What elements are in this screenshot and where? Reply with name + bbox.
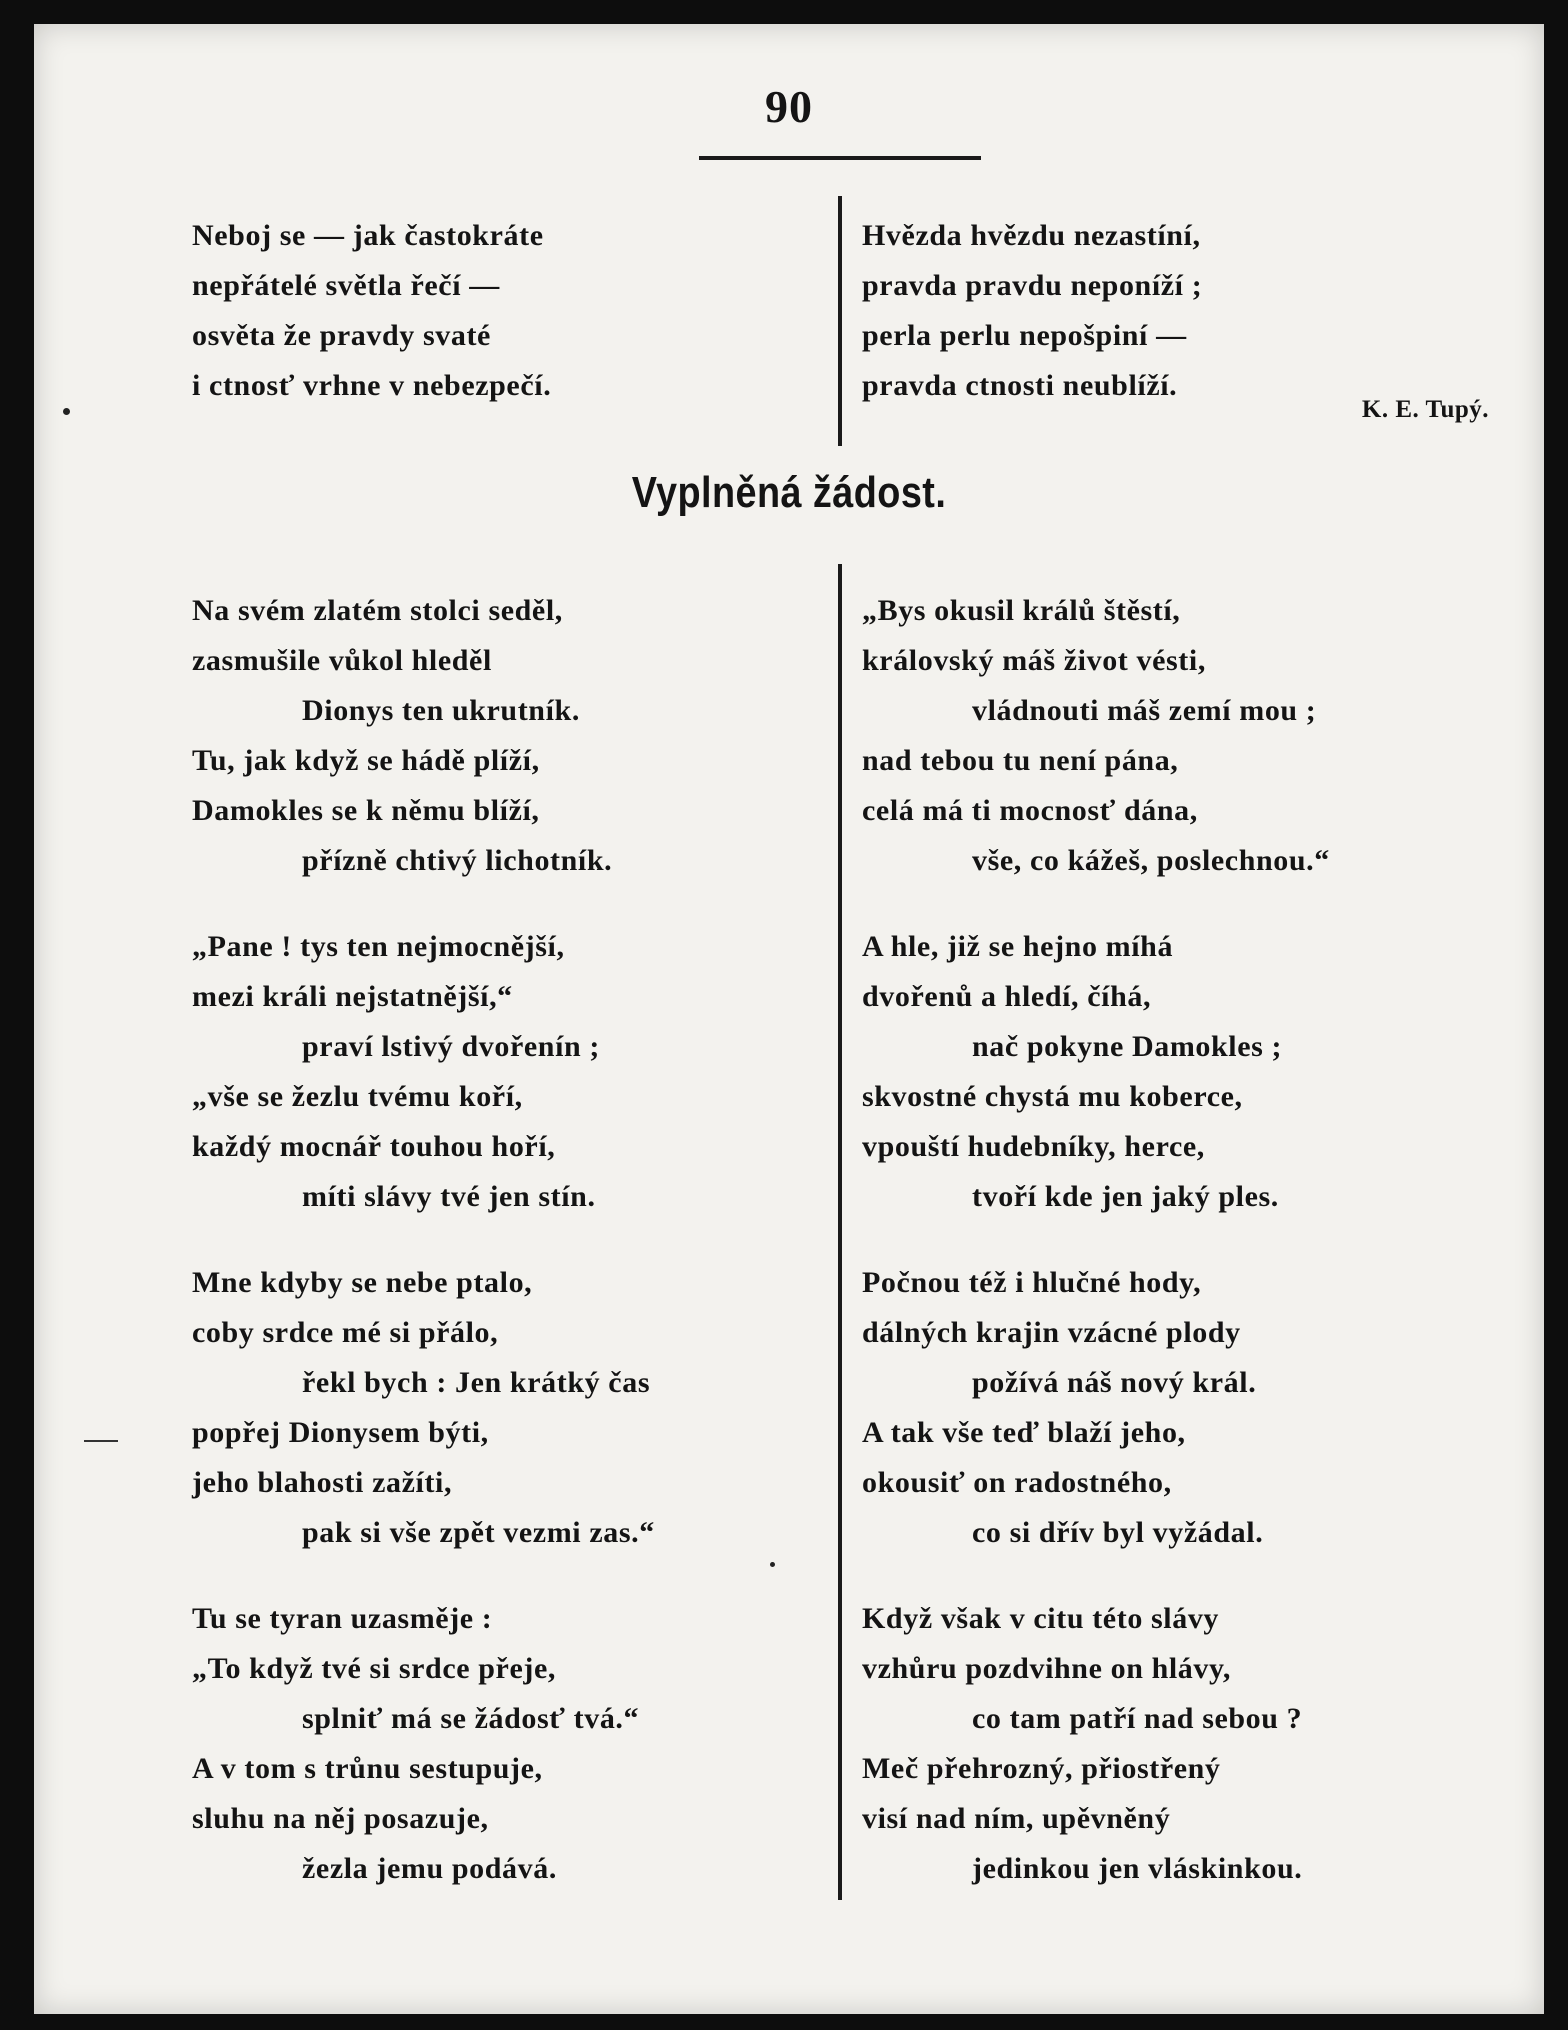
verse-line: mezi králi nejstatnější,“ [192, 980, 513, 1013]
column-rule-main [838, 564, 842, 1900]
verse-line: „Pane ! tys ten nejmocnější, [192, 930, 565, 963]
page-number-rule [699, 156, 981, 160]
verse-line: Na svém zlatém stolci seděl, [192, 594, 563, 627]
verse-line: míti slávy tvé jen stín. [302, 1180, 596, 1213]
verse-line: A v tom s trůnu sestupuje, [192, 1752, 543, 1785]
poem-stanza-right-4 [862, 1594, 1302, 1894]
verse-line: Tu, jak když se hádě plíží, [192, 744, 540, 777]
poem-stanza-left-4 [192, 1594, 639, 1894]
verse-line: visí nad ním, upěvněný [862, 1802, 1171, 1835]
intro-stanza-left [192, 211, 551, 411]
verse-line: „To když tvé si srdce přeje, [192, 1652, 556, 1685]
verse-line: „vše se žezlu tvému koří, [192, 1080, 523, 1113]
verse-line: coby srdce mé si přálo, [192, 1316, 499, 1349]
verse-line: praví lstivý dvořenín ; [302, 1030, 600, 1063]
verse-line: řekl bych : Jen krátký čas [302, 1366, 651, 1399]
verse-line: vzhůru pozdvihne on hlávy, [862, 1652, 1232, 1685]
verse-line: skvostné chystá mu koberce, [862, 1080, 1243, 1113]
verse-line: osvěta že pravdy svaté [192, 319, 491, 352]
verse-line: dvořenů a hledí, číhá, [862, 980, 1152, 1013]
verse-line: vládnouti máš zemí mou ; [972, 694, 1317, 727]
verse-line: Damokles se k němu blíží, [192, 794, 540, 827]
verse-line: přízně chtivý lichotník. [302, 844, 613, 877]
poem-stanza-left-1 [192, 586, 612, 886]
intro-stanza-right [862, 211, 1202, 411]
ink-speck [63, 408, 70, 415]
verse-line: nač pokyne Damokles ; [972, 1030, 1283, 1063]
verse-line: pravda pravdu neponíží ; [862, 269, 1203, 302]
verse-line: Hvězda hvězdu nezastíní, [862, 219, 1201, 252]
verse-line: Počnou též i hlučné hody, [862, 1266, 1202, 1299]
page-number: 90 [765, 81, 813, 132]
verse-line: Mne kdyby se nebe ptalo, [192, 1266, 533, 1299]
verse-line: perla perlu nepošpiní — [862, 319, 1187, 352]
verse-line: jeho blahosti zažíti, [192, 1466, 453, 1499]
verse-line: Neboj se — jak častokráte [192, 219, 544, 252]
verse-line: „Bys okusil králů štěstí, [862, 594, 1181, 627]
verse-line: sluhu na něj posazuje, [192, 1802, 489, 1835]
verse-line: Tu se tyran uzasměje : [192, 1602, 493, 1635]
verse-line: co tam patří nad sebou ? [972, 1702, 1303, 1735]
verse-line: Když však v citu této slávy [862, 1602, 1220, 1635]
verse-line: pak si vše zpět vezmi zas.“ [302, 1516, 655, 1549]
verse-line: každý mocnář touhou hoří, [192, 1130, 556, 1163]
poem-stanza-right-3 [862, 1258, 1263, 1558]
verse-line: jedinkou jen vláskinkou. [972, 1852, 1303, 1885]
margin-mark [84, 1440, 118, 1442]
poem-stanza-right-1 [862, 586, 1330, 886]
verse-line: i ctnosť vrhne v nebezpečí. [192, 369, 552, 402]
verse-line: celá má ti mocnosť dána, [862, 794, 1198, 827]
verse-line: nad tebou tu není pána, [862, 744, 1179, 777]
verse-line: A tak vše teď blaží jeho, [862, 1416, 1186, 1449]
verse-line: vše, co kážeš, poslechnou.“ [972, 844, 1330, 877]
verse-line: splniť má se žádosť tvá.“ [302, 1702, 640, 1735]
verse-line: Dionys ten ukrutník. [302, 694, 580, 727]
column-rule-top [838, 196, 842, 446]
verse-line: žezla jemu podává. [302, 1852, 557, 1885]
verse-line: A hle, již se hejno míhá [862, 930, 1174, 963]
verse-line: Meč přehrozný, přiostřený [862, 1752, 1221, 1785]
verse-line: okousiť on radostného, [862, 1466, 1172, 1499]
verse-line: tvoří kde jen jaký ples. [972, 1180, 1279, 1213]
verse-line: dálných krajin vzácné plody [862, 1316, 1241, 1349]
verse-line: popřej Dionysem býti, [192, 1416, 489, 1449]
verse-line: nepřátelé světla řečí — [192, 269, 500, 302]
author-attribution: K. E. Tupý. [1361, 396, 1489, 423]
verse-line: zasmušile vůkol hleděl [192, 644, 492, 677]
verse-line: královský máš život vésti, [862, 644, 1206, 677]
poem-stanza-left-3 [192, 1258, 655, 1558]
book-page [34, 24, 1544, 2014]
verse-line: požívá náš nový král. [972, 1366, 1257, 1399]
poem-stanza-right-2 [862, 922, 1282, 1222]
verse-line: pravda ctnosti neublíží. [862, 369, 1178, 402]
poem-title: Vyplněná žádost. [631, 468, 947, 517]
poem-stanza-left-2 [192, 922, 600, 1222]
verse-line: vpouští hudebníky, herce, [862, 1130, 1205, 1163]
verse-line: co si dřív byl vyžádal. [972, 1516, 1264, 1549]
ink-speck [770, 1562, 775, 1567]
